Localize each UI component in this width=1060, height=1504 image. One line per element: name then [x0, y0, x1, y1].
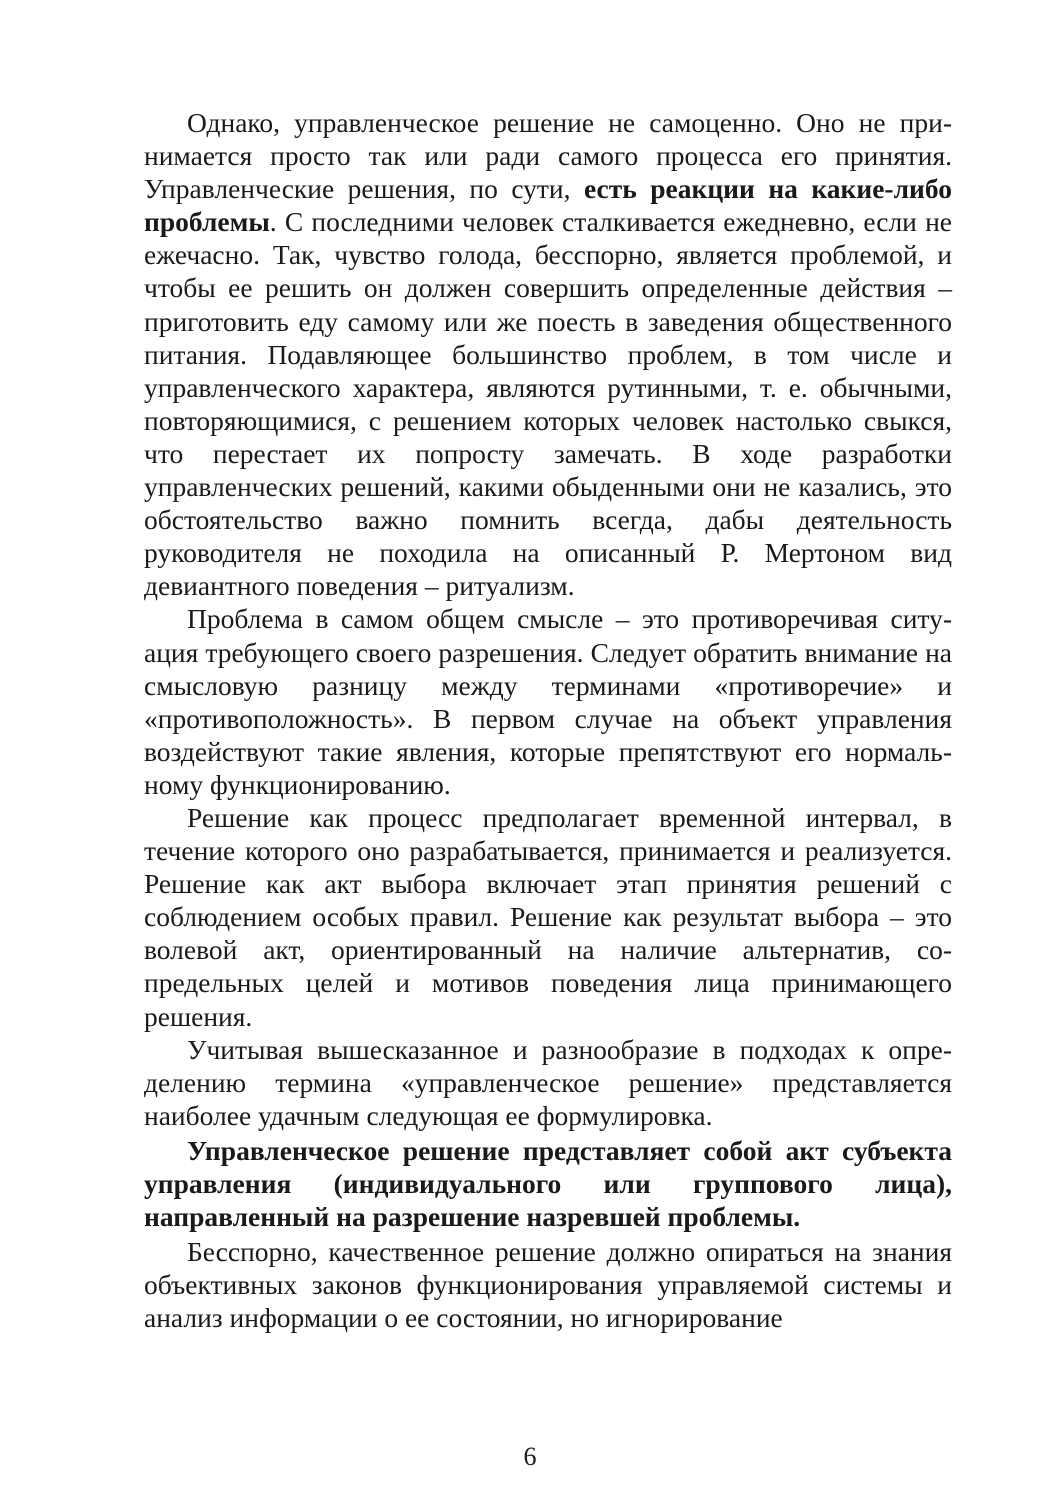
paragraph-decision-as-process: Решение как процесс предполагает временной интервал, в течение которого оно разрабатывается, принимается и реализуется. Решение как акт выбора включает этап принятия решений с соблюдением особых правил. Решение как результат выбора – это волевой акт, ориентированный на наличие альтернатив, сопредельных целей и мотивов поведения лица принимающего решения. [144, 801, 952, 1032]
paragraph-problems-reaction [144, 106, 952, 602]
paragraph-1-emphasis: есть реакции на какие-либо проблемы [144, 173, 953, 238]
page-number: 6 [523, 1442, 537, 1471]
paragraph-formulation-intro: Учитывая вышесказанное и разнообразие в подходах к определению термина «управленческое решение» представляется наиболее удачным следующая ее формулировка. [144, 1033, 952, 1131]
paragraph-definition-bold: Управленческое решение представляет собой акт субъекта управления (индивидуального или группового лица), направленный на разрешение назревшей проблемы. [144, 1134, 952, 1233]
paragraph-1-start: Однако, управленческое решение не самоценно. Оно не принимается просто так или ради самого процесса его принятия. Управленческие решения, по сути, [144, 107, 952, 205]
paragraph-quality-decision: Бесспорно, качественное решение должно опираться на знания объективных законов функционирования управляемой системы и анализ информации о ее состоянии, но игнорирование [144, 1236, 952, 1334]
page-body [144, 106, 952, 1334]
paragraph-1-end: . С последними человек сталкивается ежедневно, если не ежечасно. Так, чувство голода, бесспорно, является проблемой, и чтобы ее решить он должен совершить определенные действия – приготовить еду самому или же поесть в заведения общественного питания. Подавляющее большинство проблем, в том числе и управленческого характера, являются рутинными, т. е. обычными, повторяющимися, с решением которых человек настолько свыкся, что перестает их попросту замечать. В ходе разработки управленческих решений, какими обыденными они не казались, это обстоятельство важно помнить всегда, дабы деятельность руководителя не походила на описанный Р. Мертоном вид девиантного поведения – ритуализм. [144, 206, 952, 602]
paragraph-problem-definition: Проблема в самом общем смысле – это противоречивая ситуация требующего своего разрешения. Следует обратить внимание на смысловую разницу между терминами «противоречие» и «противоположность». В первом случае на объект управления воздействуют такие явления, которые препятствуют его нормальному функционированию. [144, 603, 952, 800]
